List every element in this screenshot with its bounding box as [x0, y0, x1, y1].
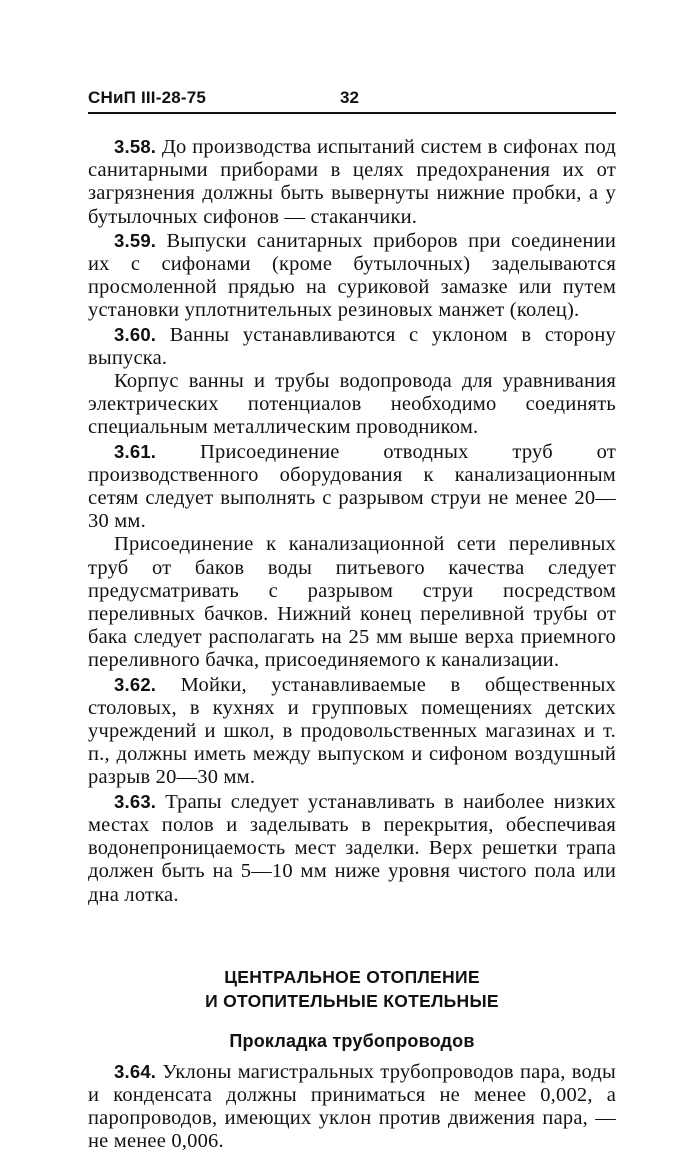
- paragraph-text: Присоединение к канализационной сети переливных труб от баков воды питьевого качества следует предусматривать с разрывом струи посредством переливных бачков. Нижний конец переливной трубы от бака следует располагать на 25 мм выше верха приемного переливного бачка, присоединяемого к канализации.: [88, 533, 616, 672]
- subsection-title: Прокладка трубопроводов: [229, 1030, 475, 1051]
- paragraph: [88, 1060, 616, 1154]
- paragraph: [88, 673, 616, 790]
- clause-number: 3.60.: [114, 323, 157, 345]
- section-title-line: И ОТОПИТЕЛЬНЫЕ КОТЕЛЬНЫЕ: [205, 990, 499, 1011]
- paragraph: [88, 229, 616, 323]
- clause-number: 3.61.: [114, 440, 157, 462]
- paragraph: [88, 323, 616, 370]
- running-header: [88, 86, 616, 114]
- paragraph-text: Уклоны магистральных трубопроводов пара, воды и конденсата должны приниматься не менее 0,002, а паропроводов, имеющих уклон против движения пара, — не менее 0,006.: [88, 1060, 616, 1153]
- paragraph: [88, 135, 616, 229]
- document-code: СНиП III-28-75: [88, 88, 207, 107]
- paragraph-text: До производства испытаний систем в сифонах под санитарными приборами в целях предохранения их от загрязнения должны быть вывернуты нижние пробки, а у бутылочных сифонов — стаканчики.: [88, 136, 617, 228]
- paragraph: [88, 533, 616, 672]
- clause-number: 3.63.: [114, 790, 157, 812]
- paragraph-text: Выпуски санитарных приборов при соединении их с сифонами (кроме бутылочных) заделываются просмоленной прядью на суриковой замазке или путем установки уплотнительных резиновых манжет (колец).: [88, 229, 616, 322]
- paragraph-text: Ванны устанавливаются с уклоном в сторону выпуска.: [88, 323, 617, 369]
- page-number: 32: [340, 88, 359, 107]
- clause-number: 3.59.: [114, 229, 157, 251]
- paragraph: [88, 440, 616, 534]
- paragraph-text: Трапы следует устанавливать в наиболее низких местах полов и заделывать в перекрытия, обеспечивая водонепроницаемость мест заделки. Верх решетки трапа должен быть на 5—10 мм ниже уровня чистого пола или дна лотка.: [88, 790, 616, 906]
- clause-number: 3.58.: [114, 136, 157, 157]
- paragraph: [88, 370, 616, 440]
- section-title-line: ЦЕНТРАЛЬНОЕ ОТОПЛЕНИЕ: [224, 966, 480, 987]
- document-page: [88, 86, 616, 1154]
- paragraph-text: Присоединение отводных труб от производственного оборудования к канализационным сетям следует выполнять с разрывом струи не менее 20—30 мм.: [88, 440, 617, 533]
- clause-number: 3.64.: [114, 1060, 157, 1082]
- paragraph: [88, 790, 616, 907]
- section-title: [88, 965, 616, 1013]
- paragraph-text: Мойки, устанавливаемые в общественных столовых, в кухнях и групповых помещениях детских учреждений и школ, в продовольственных магазинах и т. п., должны иметь между выпуском и сифоном воздушный разрыв 20—30 мм.: [88, 673, 617, 789]
- clause-number: 3.62.: [114, 673, 157, 695]
- paragraph-text: Корпус ванны и трубы водопровода для уравнивания электрических потенциалов необходимо соединять специальным металлическим проводником.: [88, 370, 616, 439]
- document-body: [88, 135, 616, 1154]
